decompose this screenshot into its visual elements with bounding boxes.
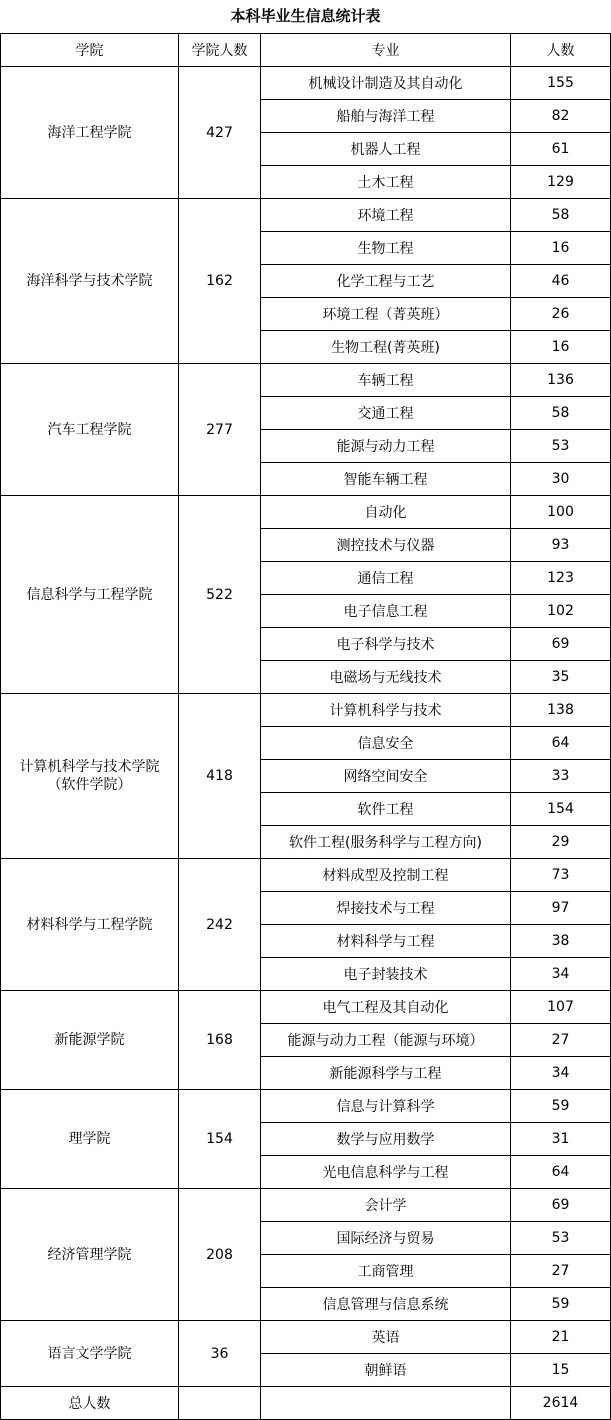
major-name: 信息管理与信息系统 bbox=[261, 1288, 511, 1321]
college-name bbox=[1, 1321, 179, 1387]
major-count: 102 bbox=[511, 595, 611, 628]
major-count: 34 bbox=[511, 958, 611, 991]
major-count: 82 bbox=[511, 100, 611, 133]
college-name bbox=[1, 1090, 179, 1189]
header-row bbox=[1, 34, 611, 67]
major-name: 电子信息工程 bbox=[261, 595, 511, 628]
header-major: 专业 bbox=[261, 34, 511, 67]
footer-label: 总人数 bbox=[1, 1387, 179, 1420]
major-name: 焊接技术与工程 bbox=[261, 892, 511, 925]
major-name: 智能车辆工程 bbox=[261, 463, 511, 496]
major-count: 38 bbox=[511, 925, 611, 958]
major-count: 59 bbox=[511, 1090, 611, 1123]
major-count: 35 bbox=[511, 661, 611, 694]
major-count: 64 bbox=[511, 727, 611, 760]
major-count: 69 bbox=[511, 1189, 611, 1222]
major-count: 30 bbox=[511, 463, 611, 496]
major-count: 61 bbox=[511, 133, 611, 166]
major-name: 数学与应用数学 bbox=[261, 1123, 511, 1156]
major-count: 16 bbox=[511, 331, 611, 364]
major-count: 97 bbox=[511, 892, 611, 925]
major-name: 朝鲜语 bbox=[261, 1354, 511, 1387]
major-name: 自动化 bbox=[261, 496, 511, 529]
major-count: 129 bbox=[511, 166, 611, 199]
college-total: 427 bbox=[179, 67, 261, 199]
major-count: 100 bbox=[511, 496, 611, 529]
major-name: 软件工程 bbox=[261, 793, 511, 826]
header-count: 人数 bbox=[511, 34, 611, 67]
graduate-stats-table bbox=[0, 33, 611, 1420]
major-count: 107 bbox=[511, 991, 611, 1024]
major-name: 材料成型及控制工程 bbox=[261, 859, 511, 892]
major-name: 软件工程(服务科学与工程方向) bbox=[261, 826, 511, 859]
college-name-text: 信息科学与工程学院 bbox=[26, 586, 153, 603]
footer-empty-1 bbox=[179, 1387, 261, 1420]
college-name bbox=[1, 364, 179, 496]
major-name: 会计学 bbox=[261, 1189, 511, 1222]
major-name: 材料科学与工程 bbox=[261, 925, 511, 958]
major-name: 环境工程 bbox=[261, 199, 511, 232]
major-count: 53 bbox=[511, 430, 611, 463]
college-name-text: 计算机科学与技术学院 bbox=[19, 759, 160, 775]
major-name: 测控技术与仪器 bbox=[261, 529, 511, 562]
college-total: 162 bbox=[179, 199, 261, 364]
college-name bbox=[1, 67, 179, 199]
college-total: 522 bbox=[179, 496, 261, 694]
major-count: 34 bbox=[511, 1057, 611, 1090]
major-name: 英语 bbox=[261, 1321, 511, 1354]
college-total: 277 bbox=[179, 364, 261, 496]
major-name: 交通工程 bbox=[261, 397, 511, 430]
table-row bbox=[1, 1090, 611, 1123]
major-name: 环境工程（菁英班） bbox=[261, 298, 511, 331]
table-row bbox=[1, 199, 611, 232]
major-count: 136 bbox=[511, 364, 611, 397]
college-name bbox=[1, 1189, 179, 1321]
major-count: 27 bbox=[511, 1255, 611, 1288]
college-name-sub: （软件学院） bbox=[47, 777, 132, 793]
table-row bbox=[1, 1321, 611, 1354]
major-count: 123 bbox=[511, 562, 611, 595]
major-count: 29 bbox=[511, 826, 611, 859]
college-name bbox=[1, 496, 179, 694]
major-count: 27 bbox=[511, 1024, 611, 1057]
table-row bbox=[1, 991, 611, 1024]
major-name: 电子科学与技术 bbox=[261, 628, 511, 661]
major-count: 138 bbox=[511, 694, 611, 727]
college-name-text: 汽车工程学院 bbox=[47, 421, 132, 438]
major-count: 58 bbox=[511, 397, 611, 430]
major-count: 93 bbox=[511, 529, 611, 562]
major-name: 生物工程(菁英班) bbox=[261, 331, 511, 364]
major-count: 31 bbox=[511, 1123, 611, 1156]
major-name: 化学工程与工艺 bbox=[261, 265, 511, 298]
footer-total: 2614 bbox=[511, 1387, 611, 1420]
major-name: 工商管理 bbox=[261, 1255, 511, 1288]
major-name: 生物工程 bbox=[261, 232, 511, 265]
college-name bbox=[1, 694, 179, 859]
major-name: 电气工程及其自动化 bbox=[261, 991, 511, 1024]
college-name bbox=[1, 859, 179, 991]
college-name-text: 海洋科学与技术学院 bbox=[26, 273, 153, 289]
major-count: 53 bbox=[511, 1222, 611, 1255]
college-total: 208 bbox=[179, 1189, 261, 1321]
college-name-text: 海洋工程学院 bbox=[47, 124, 132, 141]
footer-row bbox=[1, 1387, 611, 1420]
college-total: 418 bbox=[179, 694, 261, 859]
college-name bbox=[1, 991, 179, 1090]
table-title: 本科毕业生信息统计表 bbox=[230, 7, 381, 25]
table-row bbox=[1, 1189, 611, 1222]
table-row bbox=[1, 859, 611, 892]
header-college-count: 学院人数 bbox=[179, 34, 261, 67]
major-name: 机械设计制造及其自动化 bbox=[261, 67, 511, 100]
major-count: 64 bbox=[511, 1156, 611, 1189]
major-count: 21 bbox=[511, 1321, 611, 1354]
college-name-text: 材料科学与工程学院 bbox=[26, 916, 153, 933]
major-name: 网络空间安全 bbox=[261, 760, 511, 793]
major-name: 能源与动力工程 bbox=[261, 430, 511, 463]
table-row bbox=[1, 364, 611, 397]
college-total: 242 bbox=[179, 859, 261, 991]
college-name-text: 新能源学院 bbox=[54, 1032, 125, 1048]
college-total: 154 bbox=[179, 1090, 261, 1189]
major-name: 电磁场与无线技术 bbox=[261, 661, 511, 694]
major-name: 能源与动力工程（能源与环境） bbox=[261, 1024, 511, 1057]
major-count: 59 bbox=[511, 1288, 611, 1321]
college-name-text: 经济管理学院 bbox=[47, 1246, 132, 1263]
table-row bbox=[1, 694, 611, 727]
major-name: 光电信息科学与工程 bbox=[261, 1156, 511, 1189]
major-name: 船舶与海洋工程 bbox=[261, 100, 511, 133]
major-name: 车辆工程 bbox=[261, 364, 511, 397]
major-count: 154 bbox=[511, 793, 611, 826]
college-total: 36 bbox=[179, 1321, 261, 1387]
major-name: 电子封装技术 bbox=[261, 958, 511, 991]
major-count: 155 bbox=[511, 67, 611, 100]
major-count: 16 bbox=[511, 232, 611, 265]
major-count: 33 bbox=[511, 760, 611, 793]
major-count: 26 bbox=[511, 298, 611, 331]
college-name-text: 理学院 bbox=[68, 1131, 111, 1147]
major-name: 信息安全 bbox=[261, 727, 511, 760]
major-count: 58 bbox=[511, 199, 611, 232]
major-name: 国际经济与贸易 bbox=[261, 1222, 511, 1255]
major-count: 73 bbox=[511, 859, 611, 892]
table-row bbox=[1, 496, 611, 529]
table-body bbox=[1, 67, 611, 1387]
major-name: 土木工程 bbox=[261, 166, 511, 199]
major-name: 通信工程 bbox=[261, 562, 511, 595]
college-total: 168 bbox=[179, 991, 261, 1090]
footer-empty-2 bbox=[261, 1387, 511, 1420]
major-name: 计算机科学与技术 bbox=[261, 694, 511, 727]
major-count: 15 bbox=[511, 1354, 611, 1387]
major-name: 机器人工程 bbox=[261, 133, 511, 166]
college-name-text: 语言文学学院 bbox=[47, 1345, 132, 1362]
major-count: 46 bbox=[511, 265, 611, 298]
major-count: 69 bbox=[511, 628, 611, 661]
table-row bbox=[1, 67, 611, 100]
college-name bbox=[1, 199, 179, 364]
major-name: 新能源科学与工程 bbox=[261, 1057, 511, 1090]
header-college: 学院 bbox=[1, 34, 179, 67]
major-name: 信息与计算科学 bbox=[261, 1090, 511, 1123]
